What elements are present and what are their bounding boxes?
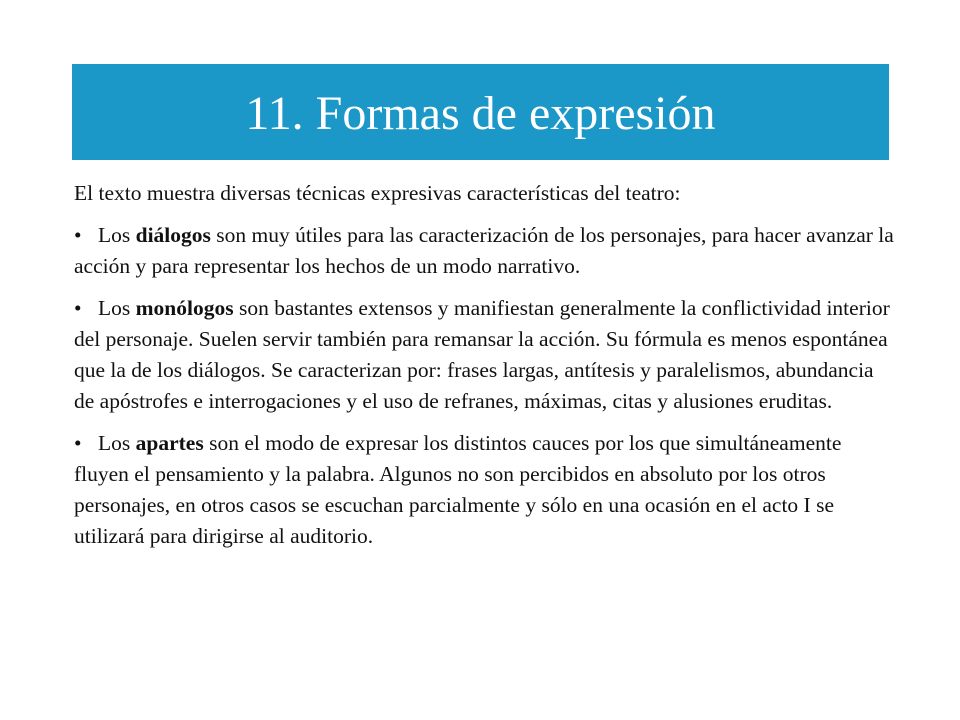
bullet-icon: • bbox=[74, 296, 82, 320]
paragraph-text: son muy útiles para las caracterización de los personajes, para hacer avanzar la acción y para representar los hechos de un modo narrativo. bbox=[74, 223, 894, 278]
paragraph-monologos bbox=[74, 293, 894, 417]
slide-body bbox=[74, 178, 894, 563]
paragraph-text: son el modo de expresar los distintos cauces por los que simultáneamente fluyen el pensamiento y la palabra. Algunos no son percibidos en absoluto por los otros personajes, en otros casos se escuchan parcialmente y sólo en una ocasión en el acto I se utilizará para dirigirse al auditorio. bbox=[74, 431, 842, 548]
term-dialogos: diálogos bbox=[135, 223, 211, 247]
paragraph-apartes bbox=[74, 428, 894, 552]
slide-title: 11. Formas de expresión bbox=[245, 87, 716, 140]
paragraph-prefix: Los bbox=[98, 223, 136, 247]
term-monologos: monólogos bbox=[135, 296, 234, 320]
paragraph-prefix: Los bbox=[98, 296, 136, 320]
bullet-icon: • bbox=[74, 223, 82, 247]
paragraph-prefix: Los bbox=[98, 431, 136, 455]
intro-text: El texto muestra diversas técnicas expresivas características del teatro: bbox=[74, 181, 681, 205]
paragraph-dialogos bbox=[74, 220, 894, 282]
bullet-icon: • bbox=[74, 431, 82, 455]
paragraph-text: son bastantes extensos y manifiestan generalmente la conflictividad interior del personaje. Suelen servir también para remansar la acción. Su fórmula es menos espontánea que la de los diálogos. Se caracterizan por: frases largas, antítesis y paralelismos, abundancia de apóstrofes e interrogaciones y el uso de refranes, máximas, citas y alusiones eruditas. bbox=[74, 296, 890, 413]
term-apartes: apartes bbox=[135, 431, 204, 455]
title-bar bbox=[72, 64, 889, 160]
